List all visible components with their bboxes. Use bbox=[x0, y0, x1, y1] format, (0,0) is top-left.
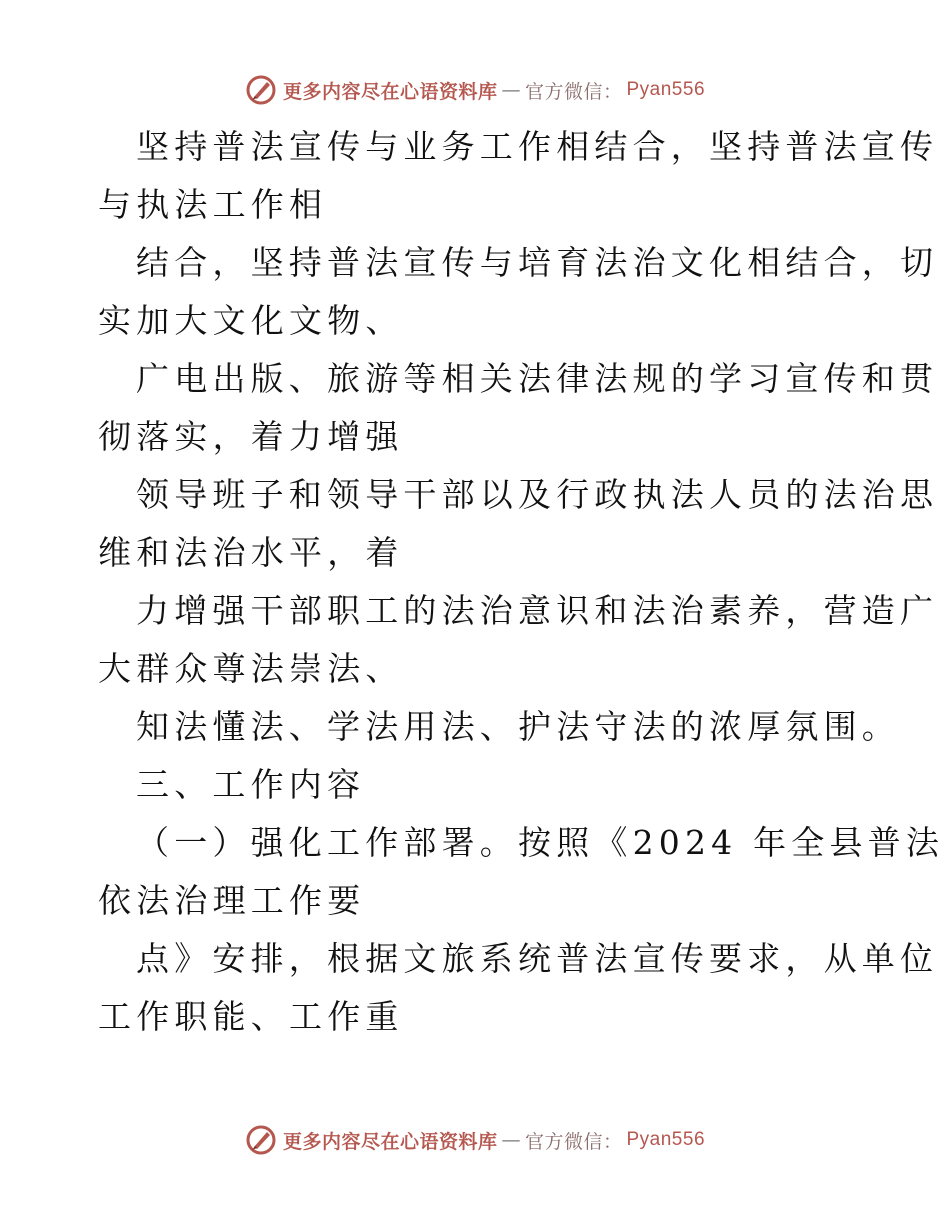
document-body bbox=[98, 118, 945, 1046]
header-wechat-id: Pyan556 bbox=[626, 79, 706, 100]
quill-pen-logo-icon bbox=[245, 1124, 277, 1156]
body-line: 维和法治水平，着 bbox=[98, 533, 404, 572]
header-wechat-label: 官方微信： bbox=[524, 80, 623, 103]
footer-banner bbox=[0, 1122, 950, 1158]
footer-wechat-id: Pyan556 bbox=[626, 1129, 706, 1150]
section-heading: 三、工作内容 bbox=[136, 765, 366, 804]
header-banner bbox=[0, 72, 950, 108]
footer-title: 更多内容尽在心语资料库 bbox=[282, 1130, 498, 1153]
body-line: 工作职能、工作重 bbox=[98, 997, 404, 1036]
body-line: 大群众尊法崇法、 bbox=[98, 649, 404, 688]
body-line: 实加大文化文物、 bbox=[98, 301, 404, 340]
body-line: 彻落实，着力增强 bbox=[98, 417, 404, 456]
body-line: 与执法工作相 bbox=[98, 185, 328, 224]
footer-dash: — bbox=[501, 1129, 521, 1151]
body-line: （一）强化工作部署。按照《2024 年全县普法 bbox=[136, 823, 945, 862]
header-title: 更多内容尽在心语资料库 bbox=[282, 80, 498, 103]
body-line: 力增强干部职工的法治意识和法治素养，营造广 bbox=[136, 591, 939, 630]
body-line: 坚持普法宣传与业务工作相结合，坚持普法宣传 bbox=[136, 127, 939, 166]
quill-pen-logo-icon bbox=[245, 74, 277, 106]
body-line: 结合，坚持普法宣传与培育法治文化相结合，切 bbox=[136, 243, 939, 282]
body-line: 点》安排，根据文旅系统普法宣传要求，从单位 bbox=[136, 939, 939, 978]
footer-wechat-label: 官方微信： bbox=[524, 1130, 623, 1153]
body-line: 广电出版、旅游等相关法律法规的学习宣传和贯 bbox=[136, 359, 939, 398]
header-dash: — bbox=[501, 79, 521, 101]
body-line: 领导班子和领导干部以及行政执法人员的法治思 bbox=[136, 475, 939, 514]
body-line: 知法懂法、学法用法、护法守法的浓厚氛围。 bbox=[136, 707, 900, 746]
body-line: 依法治理工作要 bbox=[98, 881, 366, 920]
